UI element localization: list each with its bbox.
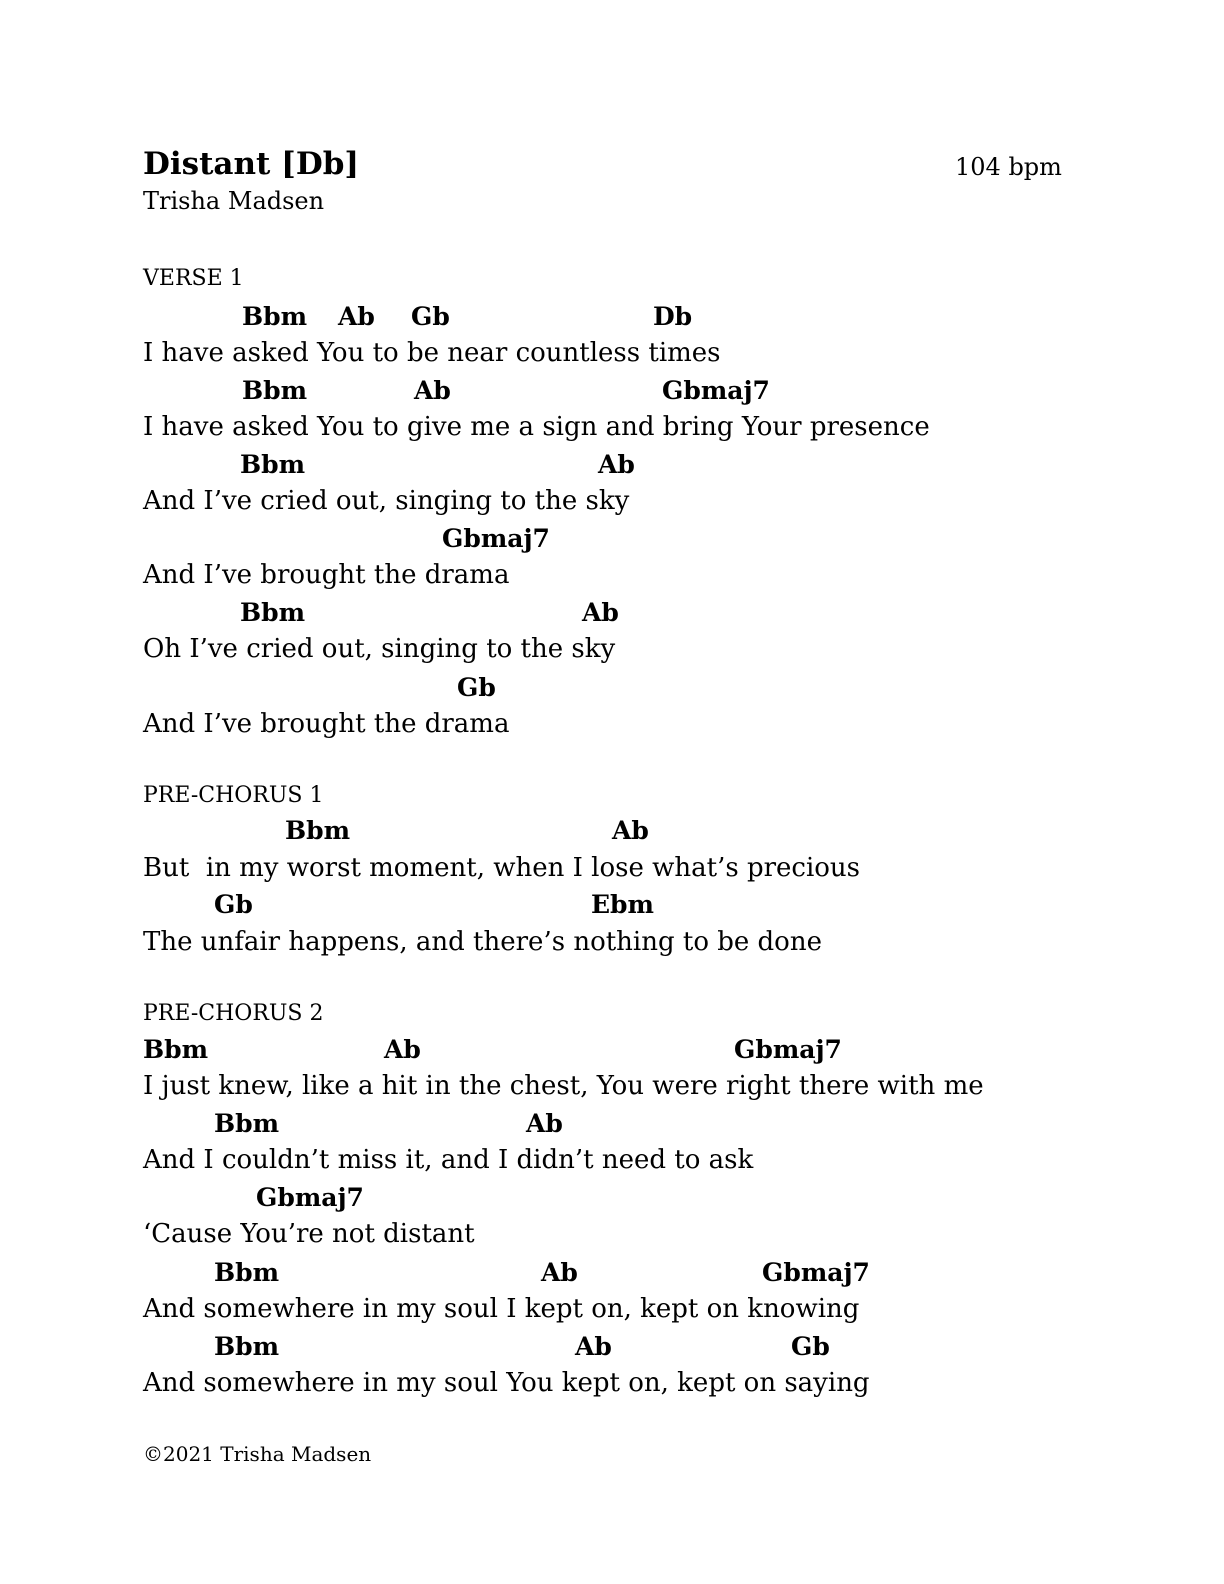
chord: Ab [598,450,635,479]
lyric-line: I have asked You to be near countless times [143,338,721,368]
copyright-notice: ©2021 Trisha Madsen [143,1442,372,1466]
chord: Bbm [242,302,308,331]
chord: Ab [414,376,451,405]
chord: Gbmaj7 [734,1035,842,1064]
chord: Gb [214,890,253,919]
lyric-line: Oh I’ve cried out, singing to the sky [143,634,616,664]
chord: Ab [526,1109,563,1138]
song-title: Distant [Db] [143,146,360,182]
chord: Gbmaj7 [762,1258,870,1287]
chord: Gbmaj7 [442,524,550,553]
lyric-line: ‘Cause You’re not distant [143,1219,475,1249]
lyric-line: I just knew, like a hit in the chest, You were right there with me [143,1071,984,1101]
song-author: Trisha Madsen [143,187,325,215]
chord: Ab [612,816,649,845]
chord: Gbmaj7 [256,1183,364,1212]
chord: Ab [541,1258,578,1287]
section-label-pre-chorus-2: PRE-CHORUS 2 [143,1001,324,1026]
chord: Bbm [242,376,308,405]
chord: Bbm [143,1035,209,1064]
chord: Ab [338,302,375,331]
chord: Bbm [240,450,306,479]
tempo-bpm: 104 bpm [955,153,1062,181]
chord: Gb [457,673,496,702]
lyric-line: And I couldn’t miss it, and I didn’t need to ask [143,1145,754,1175]
lyric-line: And I’ve brought the drama [143,709,510,739]
chord: Bbm [240,598,306,627]
chord: Gb [791,1332,830,1361]
chord: Ebm [591,890,654,919]
chord: Ab [384,1035,421,1064]
lyric-line: But in my worst moment, when I lose what’s precious [143,853,861,883]
lyric-line: And somewhere in my soul You kept on, kept on saying [143,1368,870,1398]
chord: Bbm [214,1332,280,1361]
chord: Bbm [214,1109,280,1138]
lyric-line: The unfair happens, and there’s nothing to be done [143,927,822,957]
section-label-verse-1: VERSE 1 [143,266,244,291]
chord: Bbm [285,816,351,845]
lyric-line: And somewhere in my soul I kept on, kept on knowing [143,1294,860,1324]
chord: Bbm [214,1258,280,1287]
chord: Gb [411,302,450,331]
section-label-pre-chorus-1: PRE-CHORUS 1 [143,783,324,808]
chord: Db [653,302,693,331]
chord: Ab [575,1332,612,1361]
lyric-line: And I’ve cried out, singing to the sky [143,486,630,516]
chord: Ab [582,598,619,627]
lyric-line: I have asked You to give me a sign and bring Your presence [143,412,930,442]
lyric-line: And I’ve brought the drama [143,560,510,590]
chord: Gbmaj7 [662,376,770,405]
